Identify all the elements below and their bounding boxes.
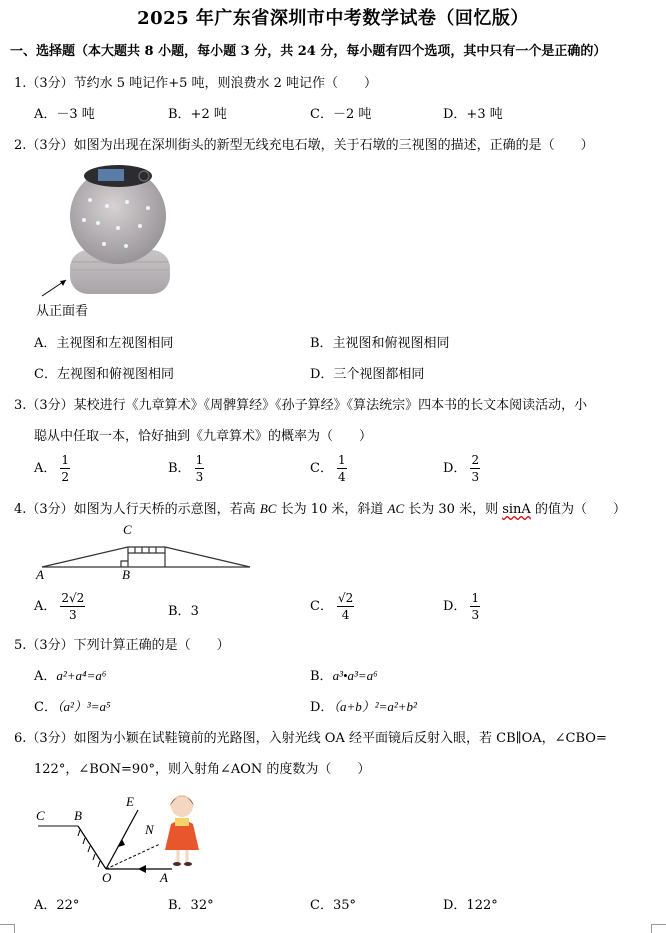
question-4-option-d[interactable]: [443, 592, 480, 621]
fraction: [60, 592, 85, 621]
fraction: [60, 454, 70, 483]
option-expression: （a+b）²=a²+b²: [333, 699, 417, 714]
stem-text: 4.（3分）如图为人行天桥的示意图，若高: [14, 502, 260, 517]
girl-illustration: [165, 795, 199, 866]
fraction: [337, 454, 347, 483]
light-path-diagram: [30, 784, 210, 884]
footbridge-diagram: [30, 520, 260, 590]
numerator: 1: [337, 453, 346, 467]
denominator: 4: [337, 470, 346, 484]
question-6-option-c[interactable]: C．35°: [310, 898, 356, 913]
stem-text: 长为 30 米，则: [404, 502, 503, 517]
point-c-label: C: [36, 808, 45, 823]
question-6-option-b[interactable]: B．32°: [168, 898, 214, 913]
question-1-option-b[interactable]: B．+2 吨: [168, 107, 227, 122]
option-label: A．: [34, 599, 57, 614]
option-label: D．: [443, 599, 467, 614]
option-label: B．: [310, 669, 333, 684]
option-label: A．: [34, 669, 57, 684]
question-6-option-d[interactable]: D．122°: [443, 898, 498, 913]
point-n-label: N: [145, 822, 154, 837]
fraction: [195, 454, 205, 483]
charging-stone-image: [30, 158, 170, 298]
question-3-option-c[interactable]: [310, 454, 347, 483]
point-b-label: B: [74, 808, 82, 823]
numerator: √2: [337, 591, 354, 605]
numerator: 2: [471, 453, 480, 467]
option-label: D．: [443, 461, 467, 476]
question-3-stem-line1: 3.（3分）某校进行《九章算术》《周髀算经》《孙子算经》《算法统宗》四本书的长文本阅读活动，小: [14, 398, 588, 413]
question-2-option-d[interactable]: D．三个视图都相同: [310, 367, 425, 382]
fraction: [470, 454, 480, 483]
question-3-option-b[interactable]: [168, 454, 204, 483]
denominator: 3: [471, 608, 480, 622]
segment-ac: AC: [387, 501, 405, 516]
option-label: C．: [34, 700, 57, 715]
option-expression: a³•a³=a⁶: [332, 668, 378, 683]
question-5-stem: 5.（3分）下列计算正确的是（ ）: [14, 638, 230, 653]
denominator: 3: [195, 470, 204, 484]
option-label: D．: [310, 700, 334, 715]
question-5-option-a[interactable]: [34, 665, 106, 684]
point-a-label: A: [36, 567, 44, 582]
question-4-stem: [14, 498, 626, 517]
numerator: 1: [195, 453, 204, 467]
question-3-option-d[interactable]: [443, 454, 480, 483]
page-title: 2025 年广东省深圳市中考数学试卷（回忆版）: [137, 8, 529, 29]
question-6-stem-line1: 6.（3分）如图为小颖在试鞋镜前的光路图，入射光线 OA 经平面镜后反射入眼，若 CB∥OA，∠CBO=: [14, 731, 607, 746]
numerator: 2√2: [61, 591, 85, 605]
question-6-stem-line2: 122°，∠BON=90°，则入射角∠AON 的度数为（ ）: [34, 762, 371, 777]
option-label: B．: [168, 461, 191, 476]
segment-bc: BC: [259, 501, 277, 516]
question-3-option-a[interactable]: [34, 454, 70, 483]
numerator: 1: [61, 453, 70, 467]
option-label: C．: [310, 599, 333, 614]
fraction: [470, 592, 480, 621]
question-1-stem: 1.（3分）节约水 5 吨记作+5 吨，则浪费水 2 吨记作（ ）: [14, 76, 378, 91]
question-5-option-c[interactable]: [34, 696, 111, 715]
option-expression: （a²）³=a⁵: [56, 699, 111, 714]
numerator: 1: [471, 591, 480, 605]
question-5-option-d[interactable]: [310, 696, 417, 715]
charging-stone-figure: [30, 158, 170, 318]
light-path-svg: [30, 784, 210, 884]
section-heading: 一、选择题（本大题共 8 小题，每小题 3 分，共 24 分，每小题有四个选项，其中只有一个是正确的）: [10, 44, 607, 59]
point-e-label: E: [126, 794, 134, 809]
question-5-option-b[interactable]: [310, 665, 378, 684]
question-4-option-a[interactable]: [34, 592, 85, 621]
question-2-option-a[interactable]: A．主视图和左视图相同: [34, 336, 174, 351]
point-c-label: C: [123, 522, 132, 537]
point-o-label: O: [102, 870, 112, 885]
question-1-option-d[interactable]: D．+3 吨: [443, 107, 503, 122]
question-1-option-a[interactable]: A．－3 吨: [34, 107, 95, 122]
fraction: [337, 592, 354, 621]
option-label: A．: [34, 461, 57, 476]
denominator: 3: [471, 470, 480, 484]
stem-text: 的值为（ ）: [530, 502, 626, 517]
point-b-label: B: [122, 567, 130, 582]
question-1-option-c[interactable]: C．－2 吨: [310, 107, 372, 122]
denominator: 4: [341, 608, 350, 622]
question-4-option-b[interactable]: [168, 600, 199, 619]
question-4-option-c[interactable]: [310, 592, 354, 621]
sin-a: sinA: [502, 502, 531, 517]
option-label: C．: [310, 461, 333, 476]
question-6-option-a[interactable]: A．22°: [34, 898, 80, 913]
stem-text: 长为 10 米，斜道: [276, 502, 388, 517]
denominator: 3: [69, 608, 77, 622]
question-2-stem: 2.（3分）如图为出现在深圳街头的新型无线充电石墩，关于石墩的三视图的描述，正确的是（ ）: [14, 138, 594, 153]
footbridge-svg: [30, 520, 260, 590]
option-value: 3: [190, 604, 199, 619]
denominator: 2: [61, 470, 70, 484]
point-a-label: A: [160, 870, 168, 885]
option-expression: a²+a⁴=a⁶: [56, 668, 107, 683]
option-label: B．: [168, 604, 191, 619]
figure-caption: 从正面看: [36, 304, 89, 319]
question-3-stem-line2: 聪从中任取一本，恰好抽到《九章算术》的概率为（ ）: [34, 429, 373, 444]
question-2-option-b[interactable]: B．主视图和俯视图相同: [310, 336, 450, 351]
question-2-option-c[interactable]: C．左视图和俯视图相同: [34, 367, 174, 382]
